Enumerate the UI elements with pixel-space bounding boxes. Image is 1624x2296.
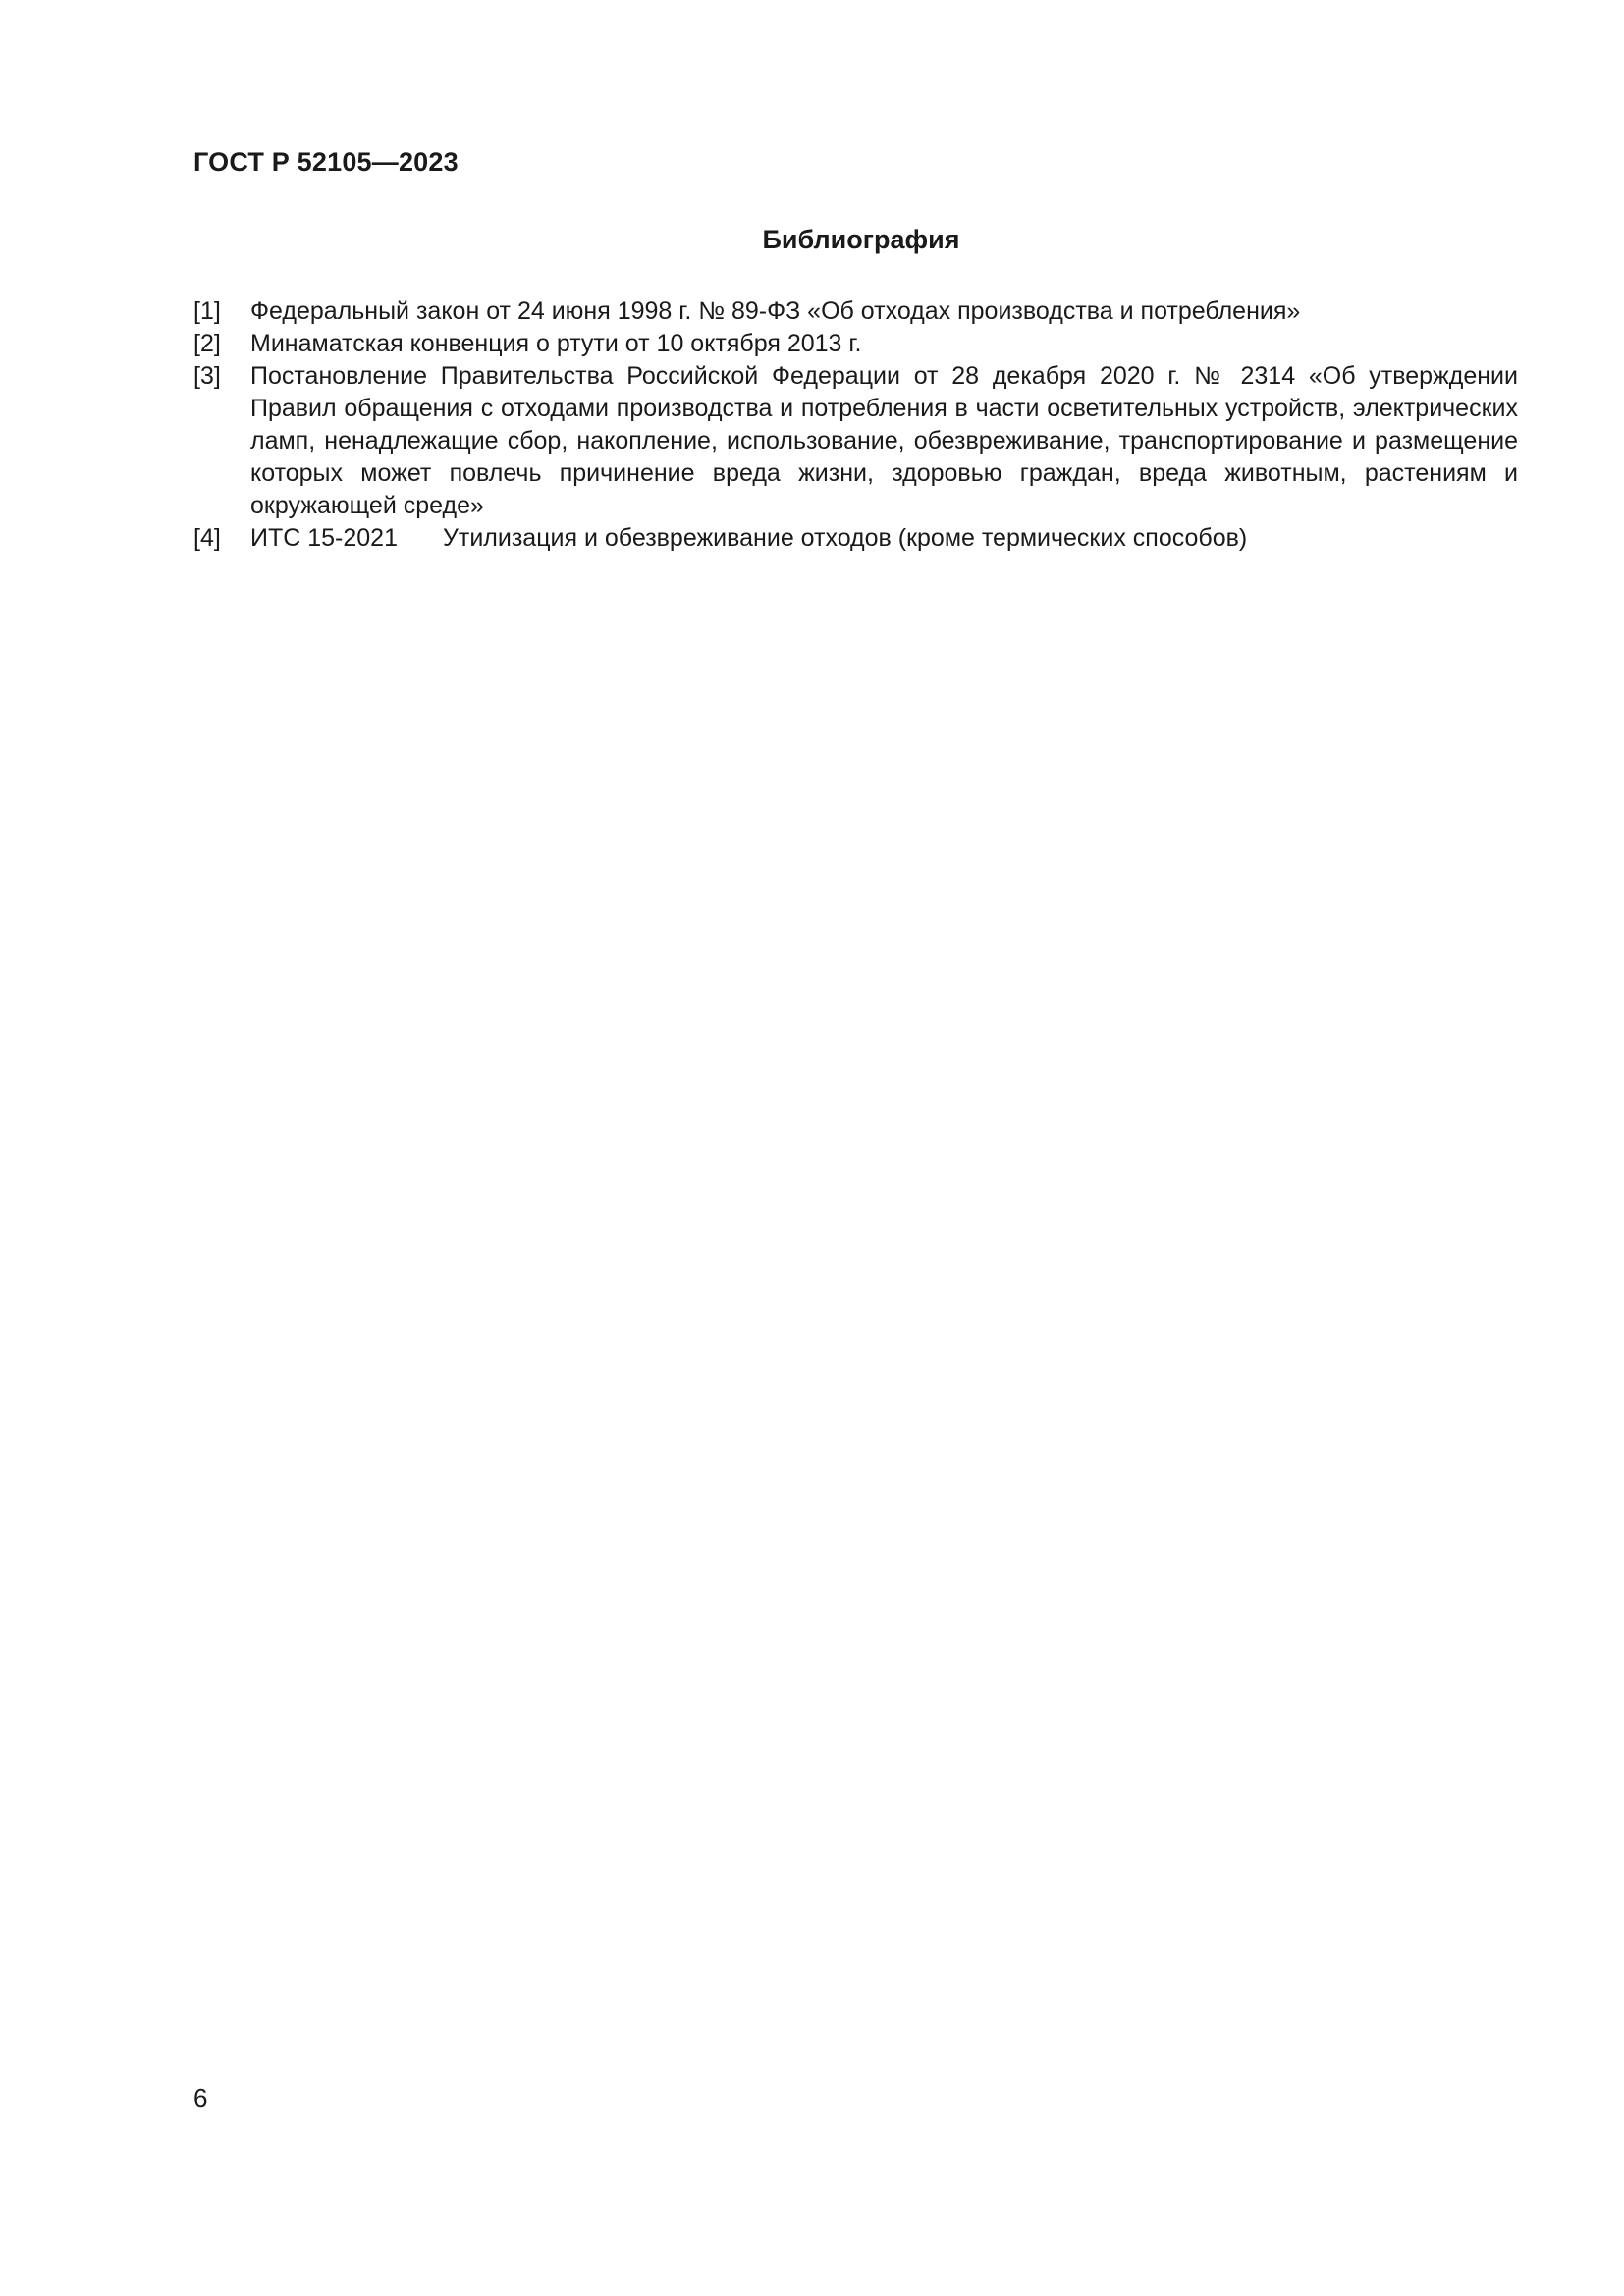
page-number: 6 bbox=[193, 2083, 208, 2112]
bibliography-item-text: Минаматская конвенция о ртути от 10 октября 2013 г. bbox=[250, 330, 862, 357]
bibliography-item-number: [3] bbox=[193, 362, 221, 390]
bibliography-item-code: ИТС 15-2021 bbox=[250, 524, 398, 552]
bibliography-list bbox=[193, 295, 1518, 555]
document-header-id: ГОСТ Р 52105—2023 bbox=[193, 147, 459, 177]
bibliography-item bbox=[193, 360, 1518, 522]
bibliography-item-text: Федеральный закон от 24 июня 1998 г. № 89-ФЗ «Об отходах производства и потребления» bbox=[250, 297, 1301, 325]
bibliography-item-number: [1] bbox=[193, 297, 221, 325]
bibliography-item bbox=[193, 328, 1518, 360]
bibliography-item-text: Постановление Правительства Российской Федерации от 28 декабря 2020 г. № 2314 «Об утверждении Правил обращения с отходами производства и потребления в части осветительных устройств, электрических ламп, ненадлежащие сбор, накопление, использование, обезвреживание, транспортирование и размещение которых может повлечь причинение вреда жизни, здоровью граждан, вреда животным, растениям и окружающей среде» bbox=[250, 362, 1518, 519]
bibliography-item-text: Утилизация и обезвреживание отходов (кроме термических способов) bbox=[443, 524, 1248, 552]
bibliography-item-number: [2] bbox=[193, 330, 221, 357]
bibliography-item-body bbox=[250, 522, 1518, 555]
section-title: Библиография bbox=[762, 225, 960, 254]
bibliography-item-number: [4] bbox=[193, 524, 221, 552]
bibliography-item bbox=[193, 295, 1518, 328]
bibliography-item bbox=[193, 522, 1518, 555]
